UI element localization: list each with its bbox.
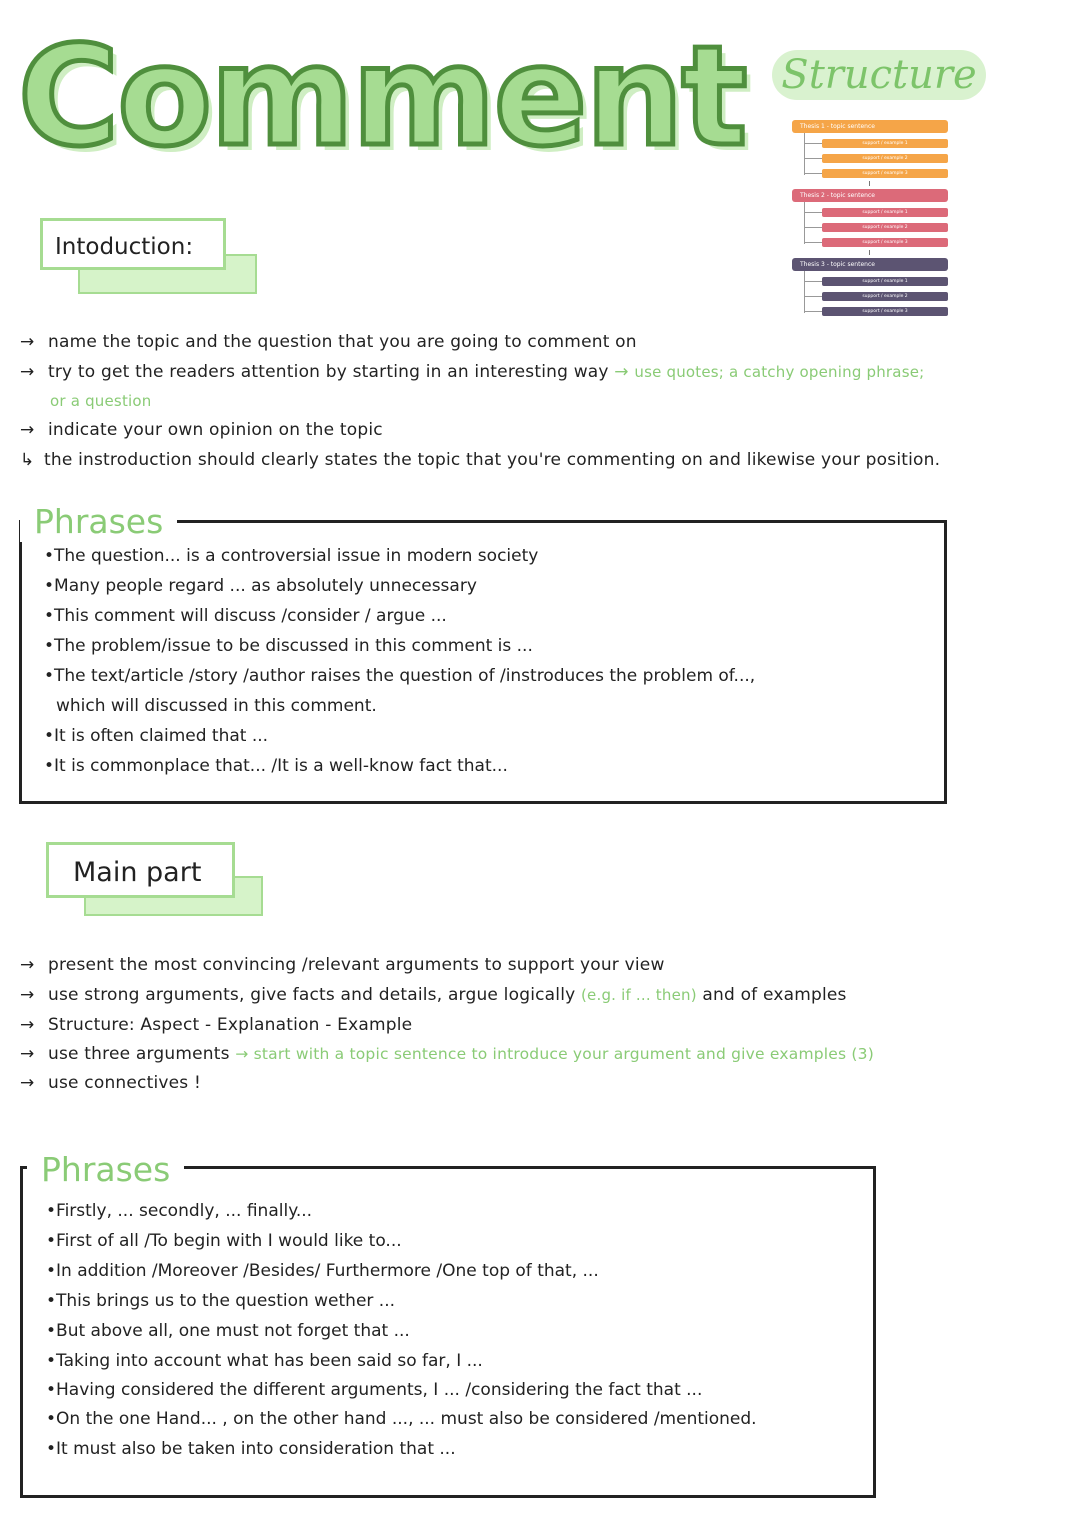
introduction-heading: Intoduction: (40, 218, 226, 270)
support-2-3: support / example 3 (822, 238, 948, 247)
phrase-intro-4: •The problem/issue to be discussed in this comment is ... (44, 636, 533, 656)
main-note-2: → use strong arguments, give facts and details, argue logically (e.g. if ... then) and of examples (20, 985, 847, 1005)
thesis-3: Thesis 3 - topic sentence (792, 258, 948, 271)
phrase-main-6: •Taking into account what has been said so far, I ... (46, 1351, 483, 1371)
phrase-intro-1: •The question... is a controversial issue in modern society (44, 546, 539, 566)
phrase-intro-6: •It is often claimed that ... (44, 726, 269, 746)
main-part-heading: Main part (46, 842, 235, 898)
phrase-intro-5: •The text/article /story /author raises the question of /instroduces the problem of..., (44, 666, 756, 686)
phrase-intro-5-cont: which will discussed in this comment. (56, 696, 377, 716)
phrase-main-8: •On the one Hand... , on the other hand ..., ... must also be considered /mentioned. (46, 1409, 757, 1429)
intro-note-2-tip: use quotes; a catchy opening phrase; (634, 363, 925, 381)
page-title: Comment (18, 16, 746, 177)
intro-note-1: → name the topic and the question that you are going to comment on (20, 332, 637, 352)
support-1-3: support / example 3 (822, 169, 948, 178)
phrase-main-7: •Having considered the different arguments, I ... /considering the fact that ... (46, 1380, 703, 1400)
intro-note-3: → indicate your own opinion on the topic (20, 420, 383, 440)
intro-note-4: ↳ the instroduction should clearly states the topic that you're commenting on and likewise your position. (20, 450, 941, 470)
support-3-3: support / example 3 (822, 307, 948, 316)
phrase-main-3: •In addition /Moreover /Besides/ Furthermore /One top of that, ... (46, 1261, 599, 1281)
main-note-5: → use connectives ! (20, 1073, 201, 1093)
support-3-1: support / example 1 (822, 277, 948, 286)
intro-note-2-tip-cont: or a question (50, 392, 152, 410)
structure-title: Structure (772, 50, 986, 100)
intro-note-2: → try to get the readers attention by starting in an interesting way → use quotes; a catchy opening phrase; (20, 362, 925, 382)
phrase-main-5: •But above all, one must not forget that ... (46, 1321, 410, 1341)
thesis-2: Thesis 2 - topic sentence (792, 189, 948, 202)
phrases-heading-main: Phrases (27, 1150, 184, 1190)
support-1-1: support / example 1 (822, 139, 948, 148)
main-note-1: → present the most convincing /relevant arguments to support your view (20, 955, 665, 975)
support-3-2: support / example 2 (822, 292, 948, 301)
structure-diagram (792, 118, 952, 318)
phrase-intro-7: •It is commonplace that... /It is a well-know fact that... (44, 756, 508, 776)
phrase-intro-3: •This comment will discuss /consider / argue ... (44, 606, 447, 626)
support-2-2: support / example 2 (822, 223, 948, 232)
phrase-main-4: •This brings us to the question wether ... (46, 1291, 396, 1311)
phrase-main-1: •Firstly, ... secondly, ... finally... (46, 1201, 313, 1221)
phrase-main-2: •First of all /To begin with I would like to... (46, 1231, 402, 1251)
thesis-1: Thesis 1 - topic sentence (792, 120, 948, 133)
main-note-3: → Structure: Aspect - Explanation - Example (20, 1015, 413, 1035)
support-1-2: support / example 2 (822, 154, 948, 163)
phrase-main-9: •It must also be taken into consideration that ... (46, 1439, 456, 1459)
main-note-4: → use three arguments → start with a topic sentence to introduce your argument and give examples (3) (20, 1044, 874, 1064)
phrase-intro-2: •Many people regard ... as absolutely unnecessary (44, 576, 477, 596)
support-2-1: support / example 1 (822, 208, 948, 217)
phrases-heading-intro: Phrases (20, 502, 177, 542)
